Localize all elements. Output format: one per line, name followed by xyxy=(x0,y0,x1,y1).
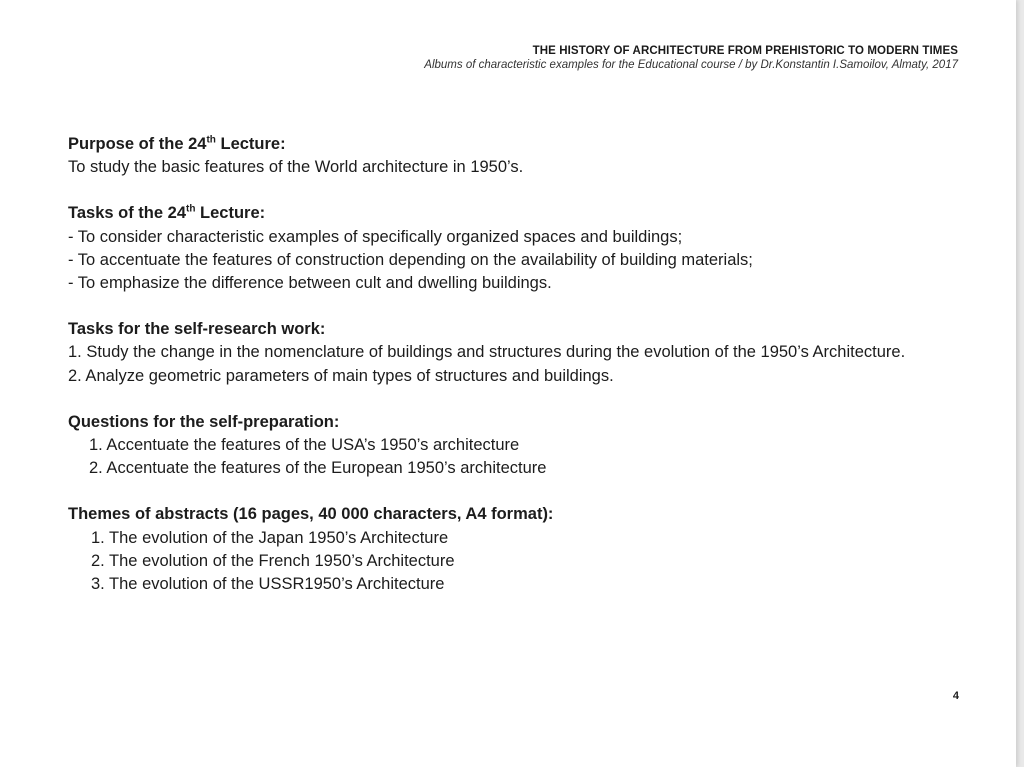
purpose-heading-superscript: th xyxy=(206,134,216,146)
self-research-item: 1. Study the change in the nomenclature of buildings and structures during the evolution of the 1950’s Architecture. xyxy=(68,343,906,362)
self-research-item: 2. Analyze geometric parameters of main types of structures and buildings. xyxy=(68,366,614,385)
themes-heading: Themes of abstracts (16 pages, 40 000 characters, A4 format): xyxy=(68,505,554,524)
tasks-heading xyxy=(68,202,968,225)
page-number: 4 xyxy=(952,690,959,702)
question-item: 1. Accentuate the features of the USA’s 1950’s architecture xyxy=(89,436,520,455)
tasks-heading-text: Tasks of the 24 xyxy=(68,204,186,223)
task-item: - To accentuate the features of construction depending on the availability of building materials; xyxy=(68,250,753,269)
purpose-heading-text: Purpose of the 24 xyxy=(68,135,207,153)
theme-item: 3. The evolution of the USSR1950’s Architecture xyxy=(91,575,445,594)
purpose-heading xyxy=(68,133,968,156)
tasks-heading-suffix: Lecture: xyxy=(195,204,266,223)
document-header xyxy=(424,44,958,73)
themes-section xyxy=(68,503,968,596)
task-item: - To consider characteristic examples of specifically organized spaces and buildings; xyxy=(68,227,683,246)
theme-item: 1. The evolution of the Japan 1950’s Architecture xyxy=(91,528,449,547)
purpose-section xyxy=(68,133,968,179)
header-title: THE HISTORY OF ARCHITECTURE FROM PREHISTORIC TO MODERN TIMES xyxy=(532,45,958,57)
lecture-content xyxy=(68,133,968,619)
self-research-heading: Tasks for the self-research work: xyxy=(68,320,326,339)
task-item: - To emphasize the difference between cult and dwelling buildings. xyxy=(68,274,552,293)
tasks-heading-superscript: th xyxy=(186,203,196,215)
purpose-text: To study the basic features of the World architecture in 1950’s. xyxy=(68,158,524,177)
tasks-section xyxy=(68,202,968,295)
questions-heading: Questions for the self-preparation: xyxy=(68,412,340,431)
self-research-section xyxy=(68,318,968,388)
questions-section xyxy=(68,411,968,481)
theme-item: 2. The evolution of the French 1950’s Architecture xyxy=(91,551,455,570)
header-subtitle: Albums of characteristic examples for the Educational course / by Dr.Konstantin I.Samoilov, Almaty, 2017 xyxy=(424,59,958,71)
purpose-heading-suffix: Lecture: xyxy=(215,135,286,153)
question-item: 2. Accentuate the features of the European 1950’s architecture xyxy=(89,459,547,478)
